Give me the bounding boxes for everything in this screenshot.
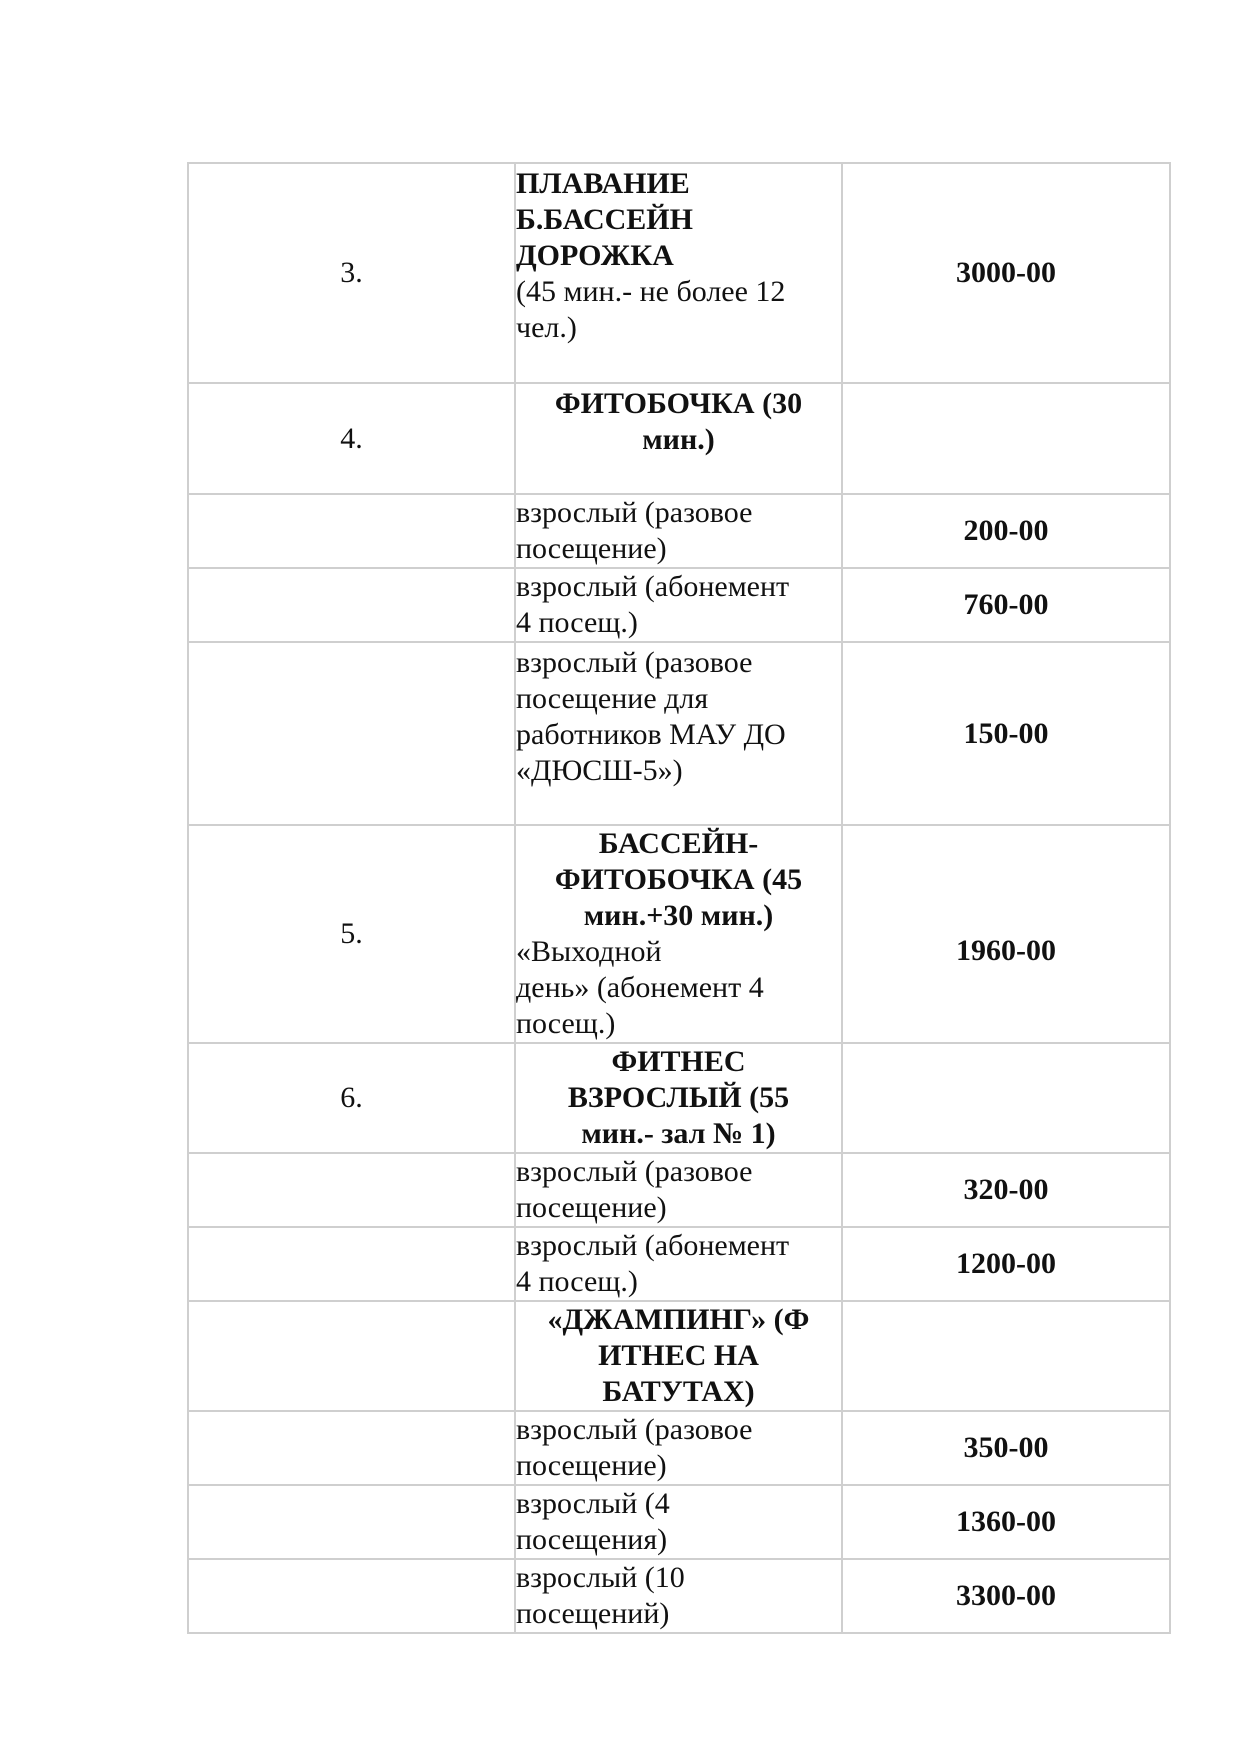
service-title-line: ФИТОБОЧКА (45 (554, 863, 803, 896)
service-note-line: взрослый (разовое (516, 1413, 753, 1446)
service-title-line: ПЛАВАНИЕ (516, 167, 690, 200)
table-row (188, 1153, 1170, 1227)
table-row (188, 494, 1170, 568)
service-title-line: ИТНЕС НА (598, 1339, 759, 1372)
service-title-line: «ДЖАМПИНГ» (Ф (547, 1303, 810, 1336)
service-note-line: посещение) (516, 1449, 667, 1482)
price-value: 350-00 (842, 1411, 1170, 1485)
table-row (188, 568, 1170, 642)
service-note-line: (45 мин.- не более 12 (516, 275, 786, 308)
service-description (515, 494, 842, 568)
table-row (188, 383, 1170, 494)
service-title-line: ФИТНЕС (611, 1045, 746, 1078)
service-description (515, 825, 842, 1043)
service-description (515, 1559, 842, 1633)
service-description (515, 1153, 842, 1227)
service-title-line: Б.БАССЕЙН (516, 203, 693, 236)
service-description (515, 1485, 842, 1559)
price-value (842, 1301, 1170, 1411)
service-description (515, 1301, 842, 1411)
service-note-line: посещ.) (516, 1007, 616, 1040)
service-description (515, 642, 842, 825)
price-table (187, 162, 1171, 1634)
row-number (188, 1485, 515, 1559)
table-row (188, 1485, 1170, 1559)
table-row (188, 1411, 1170, 1485)
row-number (188, 1301, 515, 1411)
service-note-line: взрослый (разовое (516, 496, 753, 529)
row-number (188, 1559, 515, 1633)
service-note-line: взрослый (абонемент (516, 570, 790, 603)
table-row (188, 1043, 1170, 1153)
service-note-line: 4 посещ.) (516, 606, 638, 639)
row-number (188, 1227, 515, 1301)
service-title-line: мин.+30 мин.) (583, 899, 774, 932)
service-note-line: взрослый (разовое (516, 1155, 753, 1188)
service-note-line: посещение) (516, 532, 667, 565)
service-description (515, 1411, 842, 1485)
service-title-line: ДОРОЖКА (516, 239, 674, 272)
row-number (188, 568, 515, 642)
service-note-line: посещения) (516, 1523, 668, 1556)
price-value: 200-00 (842, 494, 1170, 568)
price-value (842, 1043, 1170, 1153)
service-note-line: посещение) (516, 1191, 667, 1224)
service-title-line: БАТУТАХ) (602, 1375, 755, 1408)
row-number: 6. (188, 1043, 515, 1153)
service-note-line: день» (абонемент 4 (516, 971, 764, 1004)
service-description (515, 1043, 842, 1153)
table-row (188, 163, 1170, 383)
service-note-line: посещений) (516, 1597, 670, 1630)
service-note-line: взрослый (10 (516, 1561, 685, 1594)
price-value: 150-00 (842, 642, 1170, 825)
row-number: 4. (188, 383, 515, 494)
service-note-line: «ДЮСШ-5») (516, 754, 683, 787)
service-note-line: «Выходной (516, 935, 662, 968)
service-note-line: 4 посещ.) (516, 1265, 638, 1298)
service-note-line: работников МАУ ДО (516, 718, 786, 751)
service-title-line: БАССЕЙН- (598, 827, 759, 860)
service-note-line: взрослый (4 (516, 1487, 670, 1520)
price-value (842, 383, 1170, 494)
service-note-line: посещение для (516, 682, 709, 715)
price-value: 320-00 (842, 1153, 1170, 1227)
row-number (188, 494, 515, 568)
service-note-line: взрослый (абонемент (516, 1229, 790, 1262)
price-value: 1200-00 (842, 1227, 1170, 1301)
price-value: 760-00 (842, 568, 1170, 642)
service-description (515, 383, 842, 494)
service-note-line: взрослый (разовое (516, 646, 753, 679)
table-row (188, 642, 1170, 825)
price-value: 3000-00 (842, 163, 1170, 383)
table-row (188, 1559, 1170, 1633)
price-value: 3300-00 (842, 1559, 1170, 1633)
service-title-line: мин.) (642, 423, 715, 456)
service-title-line: мин.- зал № 1) (581, 1117, 776, 1150)
table-row (188, 825, 1170, 1043)
service-description (515, 568, 842, 642)
row-number (188, 1411, 515, 1485)
service-title-line: ФИТОБОЧКА (30 (554, 387, 803, 420)
price-value: 1360-00 (842, 1485, 1170, 1559)
price-value: 1960-00 (842, 825, 1170, 1043)
row-number (188, 642, 515, 825)
service-title-line: ВЗРОСЛЫЙ (55 (567, 1081, 790, 1114)
table-row (188, 1301, 1170, 1411)
service-description (515, 1227, 842, 1301)
service-description (515, 163, 842, 383)
row-number: 3. (188, 163, 515, 383)
service-note-line: чел.) (516, 311, 577, 344)
row-number: 5. (188, 825, 515, 1043)
row-number (188, 1153, 515, 1227)
table-row (188, 1227, 1170, 1301)
